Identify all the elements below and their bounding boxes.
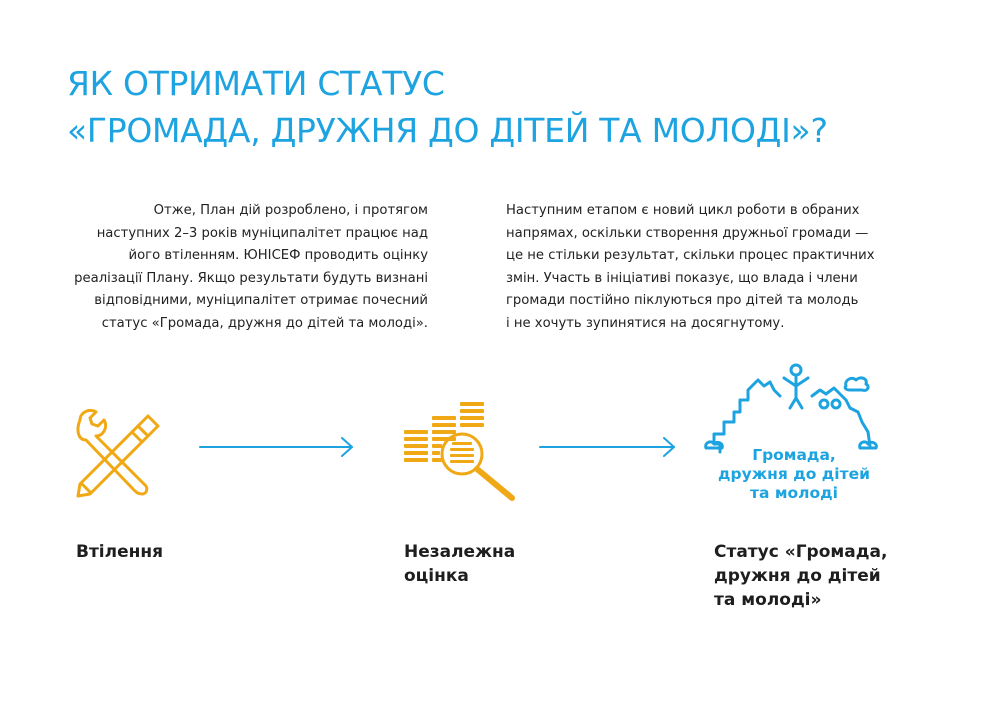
paragraph-line: Отже, План дій розроблено, і протягом (153, 203, 428, 218)
community-logo-text (708, 446, 880, 503)
page-title-line-2: «ГРОМАДА, ДРУЖНЯ ДО ДІТЕЙ ТА МОЛОДІ»? (67, 111, 828, 150)
paragraph-line: і не хочуть зупинятися на досягнутому. (506, 315, 785, 331)
paragraph-line: напрямах, оскільки створення дружньої громади — (506, 225, 869, 241)
arrow-right-icon (538, 437, 678, 457)
paragraph-line: його втіленням. ЮНІСЕФ проводить оцінку (128, 248, 428, 263)
step-label-line: та молоді» (714, 590, 822, 610)
paragraph-line: змін. Участь в ініціативі показує, що влада і члени (506, 270, 858, 286)
page-title-line-1: ЯК ОТРИМАТИ СТАТУС (67, 64, 445, 103)
logo-text-line: та молоді (750, 484, 838, 502)
paragraph-line: це не стільки результат, скільки процес практичних (506, 248, 875, 263)
tools-icon (68, 404, 164, 500)
step-label-line: Незалежна (404, 542, 516, 562)
magnifier-icon (400, 398, 522, 506)
step-label-line: дружня до дітей (714, 566, 881, 586)
step-label-line: Статус «Громада, (714, 542, 888, 562)
step-label-line: Втілення (76, 542, 164, 562)
step-independent-assessment (404, 540, 515, 588)
step-implementation (76, 540, 163, 564)
community-logo (700, 360, 890, 460)
intro-paragraph-right (506, 200, 875, 335)
paragraph-line: відповідними, муніципалітет отримає почесний (94, 293, 428, 308)
logo-text-line: Громада, (752, 446, 836, 464)
paragraph-line: реалізації Плану. Якщо результати будуть визнані (74, 270, 428, 286)
step-status (714, 540, 887, 612)
paragraph-line: Наступним етапом є новий цикл роботи в обраних (506, 203, 860, 218)
intro-paragraph-left (74, 200, 428, 335)
paragraph-line: громади постійно піклуються про дітей та молодь (506, 293, 859, 308)
arrow-right-icon (198, 437, 356, 457)
page-title (67, 60, 828, 154)
paragraph-line: наступних 2–3 років муніципалітет працює над (96, 225, 428, 241)
logo-text-line: дружня до дітей (718, 465, 870, 483)
step-label-line: оцінка (404, 566, 469, 586)
paragraph-line: статус «Громада, дружня до дітей та молоді». (101, 315, 428, 331)
